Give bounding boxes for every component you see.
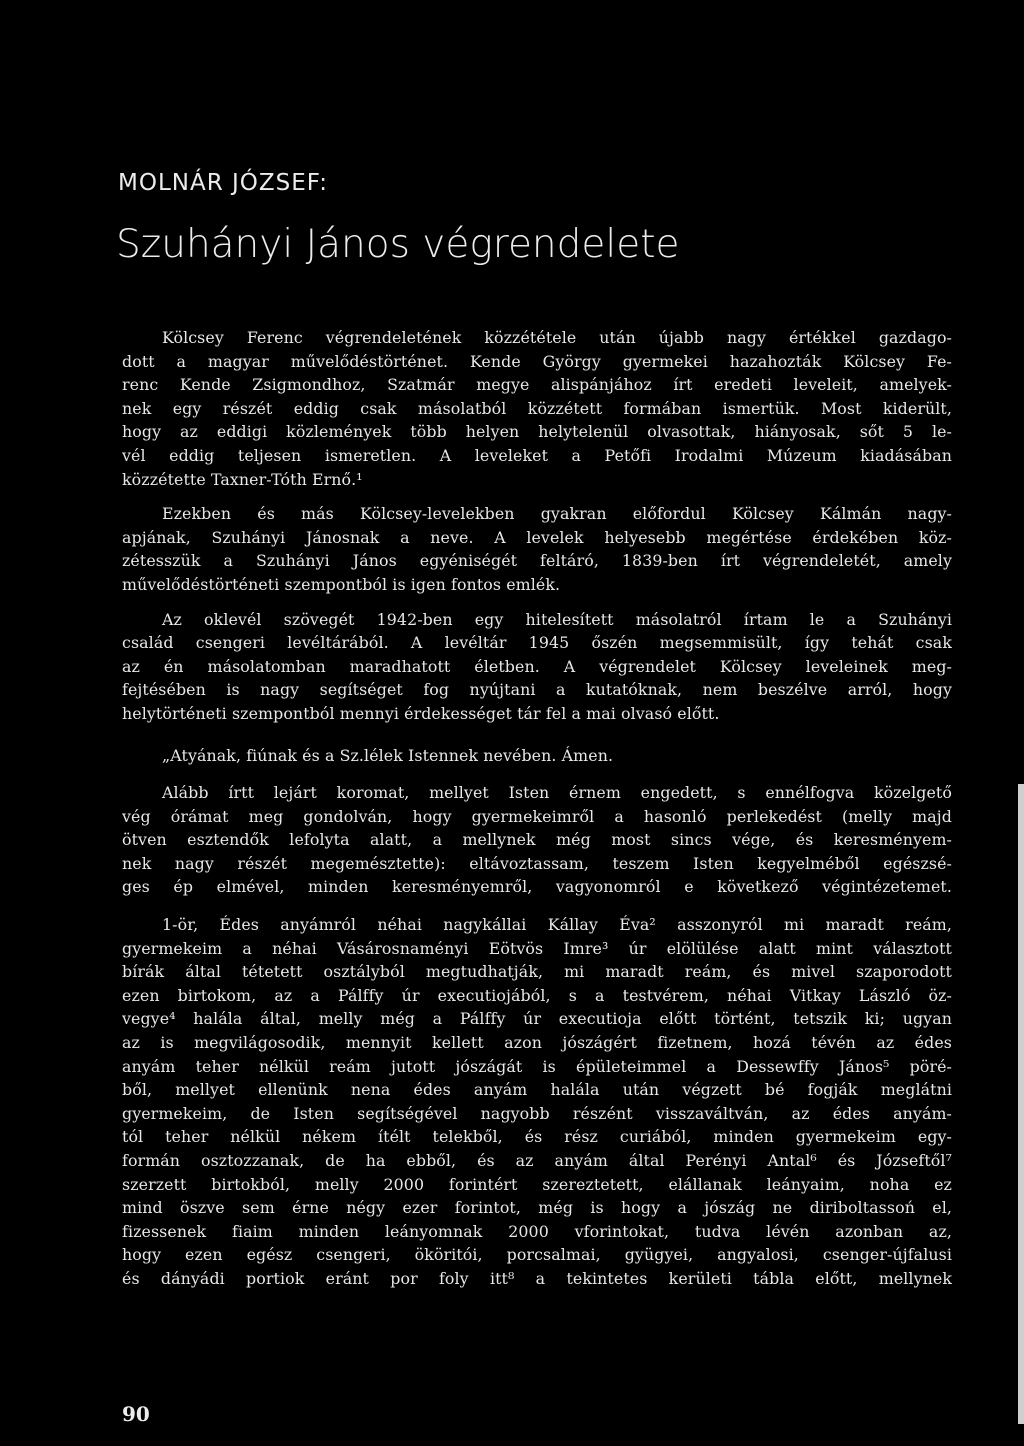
text-line: fizessenek fiaim minden leányomnak 2000 vforintokat, tudva lévén azonban az, bbox=[122, 1221, 952, 1241]
text-line: és dányádi portiok eránt por foly itt⁸ a tekintetes kerületi tábla előtt, mellynek bbox=[122, 1268, 952, 1288]
paragraph-source bbox=[122, 608, 952, 726]
text-line: ből, mellyet ellenünk nena édes anyám halála után végzett bé fogják meglátni bbox=[122, 1080, 952, 1100]
text-line: zétesszük a Szuhányi János egyéniségét feltáró, 1839-ben írt végrendeletét, amely bbox=[122, 551, 952, 571]
text-line: bírák által tétetett osztályból megtudhatják, mi maradt reám, és mivel szaporodott bbox=[122, 962, 952, 982]
text-line: Ezekben és más Kölcsey-levelekben gyakran előfordul Kölcsey Kálmán nagy- bbox=[162, 504, 952, 524]
text-line: közzétette Taxner-Tóth Ernő.¹ bbox=[122, 469, 363, 489]
text-line: ezen birtokom, az a Pálffy úr executiojából, s a testvérem, néhai Vitkay László öz- bbox=[122, 985, 952, 1005]
article-body bbox=[122, 326, 952, 1291]
text-line: vég órámat meg gondolván, hogy gyermekeimről a hasonló perlekedést (melly majd bbox=[122, 806, 952, 826]
text-line: vegye⁴ halála által, melly még a Pálffy úr executioja előtt történt, tetszik ki; ugyan bbox=[122, 1009, 952, 1029]
paragraph-testament-preamble bbox=[122, 781, 952, 899]
page-number: 90 bbox=[122, 1402, 150, 1426]
text-line: hogy ezen egész csengeri, ököritói, porcsalmai, gyügyei, angyalosi, csenger-újfalusi bbox=[122, 1245, 952, 1265]
author-name: MOLNÁR JÓZSEF: bbox=[118, 170, 328, 196]
text-line: tól teher nélkül nékem ítélt telekből, és rész curiából, minden gyermekeim egy- bbox=[122, 1127, 952, 1147]
text-line: szerzett birtokból, melly 2000 forintért szereztetett, elállanak leányaim, noha ez bbox=[122, 1174, 952, 1194]
text-line: „Atyának, fiúnak és a Sz.lélek Istennek nevében. Ámen. bbox=[162, 745, 614, 765]
text-line: vél eddig teljesen ismeretlen. A leveleket a Petőfi Irodalmi Múzeum kiadásában bbox=[122, 445, 952, 465]
text-line: anyám teher nélkül reám jutott jószágát is épületeimmel a Dessewffy János⁵ pöré- bbox=[122, 1056, 952, 1076]
text-line: ges ép elmével, minden keresményemről, vagyonomról e következő végintézetemet. bbox=[122, 877, 952, 897]
text-line: helytörténeti szempontból mennyi érdekességet tár fel a mai olvasó előtt. bbox=[122, 703, 720, 723]
text-line: az is megvilágosodik, mennyit kellett azon jószágért fizetnem, hozá tévén az édes bbox=[122, 1033, 952, 1053]
text-line: nek nagy részét megemésztette): eltávoztassam, teszem Isten kegyelméből egészsé- bbox=[122, 853, 952, 873]
text-line: fejtésében is nagy segítséget fog nyújtani a kutatóknak, nem beszélve arról, hogy bbox=[122, 680, 952, 700]
text-line: az én másolatomban maradhatott életben. A végrendelet Kölcsey leveleinek meg- bbox=[122, 656, 952, 676]
paragraph-intro bbox=[122, 326, 952, 491]
text-line: gyermekeim, de Isten segítségével nagyobb részént visszaváltván, az édes anyám- bbox=[122, 1103, 952, 1123]
paragraph-testament-first bbox=[122, 913, 952, 1291]
text-line: renc Kende Zsigmondhoz, Szatmár megye alispánjához írt eredeti leveleit, amelyek- bbox=[122, 375, 952, 395]
paragraph-invocation bbox=[122, 744, 952, 768]
text-line: művelődéstörténeti szempontból is igen fontos emlék. bbox=[122, 574, 561, 594]
text-line: mind öszve sem érne négy ezer forintot, még is hogy a jószág ne diriboltassoń el, bbox=[122, 1198, 952, 1218]
text-line: hogy az eddigi közlemények több helyen helytelenül olvasottak, hiányosak, sőt 5 le- bbox=[122, 422, 952, 442]
text-line: Az oklevél szövegét 1942-ben egy hitelesített másolatról írtam le a Szuhányi bbox=[162, 609, 952, 629]
text-line: dott a magyar művelődéstörténet. Kende György gyermekei hazahozták Kölcsey Fe- bbox=[122, 351, 952, 371]
paragraph-kolcsey-letters bbox=[122, 502, 952, 596]
text-line: Kölcsey Ferenc végrendeletének közzététele után újabb nagy értékkel gazdago- bbox=[162, 328, 952, 347]
page-edge-mark bbox=[1018, 784, 1024, 1424]
article-title: Szuhányi János végrendelete bbox=[116, 222, 680, 267]
text-line: nek egy részét eddig csak másolatból közzétett formában ismertük. Most kiderült, bbox=[122, 398, 952, 418]
text-line: apjának, Szuhányi Jánosnak a neve. A levelek helyesebb megértése érdekében köz- bbox=[122, 527, 952, 547]
text-line: ötven esztendők lefolyta alatt, a mellynek még most sincs vége, és keresményem- bbox=[122, 830, 952, 850]
text-line: Alább írtt lejárt koromat, mellyet Isten érnem engedett, s ennélfogva közelgető bbox=[162, 783, 952, 803]
text-line: 1-ör, Édes anyámról néhai nagykállai Kállay Éva² asszonyról mi maradt reám, bbox=[162, 915, 952, 935]
text-line: család csengeri levéltárából. A levéltár 1945 őszén megsemmisült, így tehát csak bbox=[122, 633, 952, 653]
text-line: gyermekeim a néhai Vásárosnaményi Eötvös Imre³ úr elölülése alatt mint választott bbox=[122, 938, 952, 958]
text-line: formán osztozzanak, de ha ebből, és az anyám által Perényi Antal⁶ és Józseftől⁷ bbox=[122, 1151, 952, 1170]
